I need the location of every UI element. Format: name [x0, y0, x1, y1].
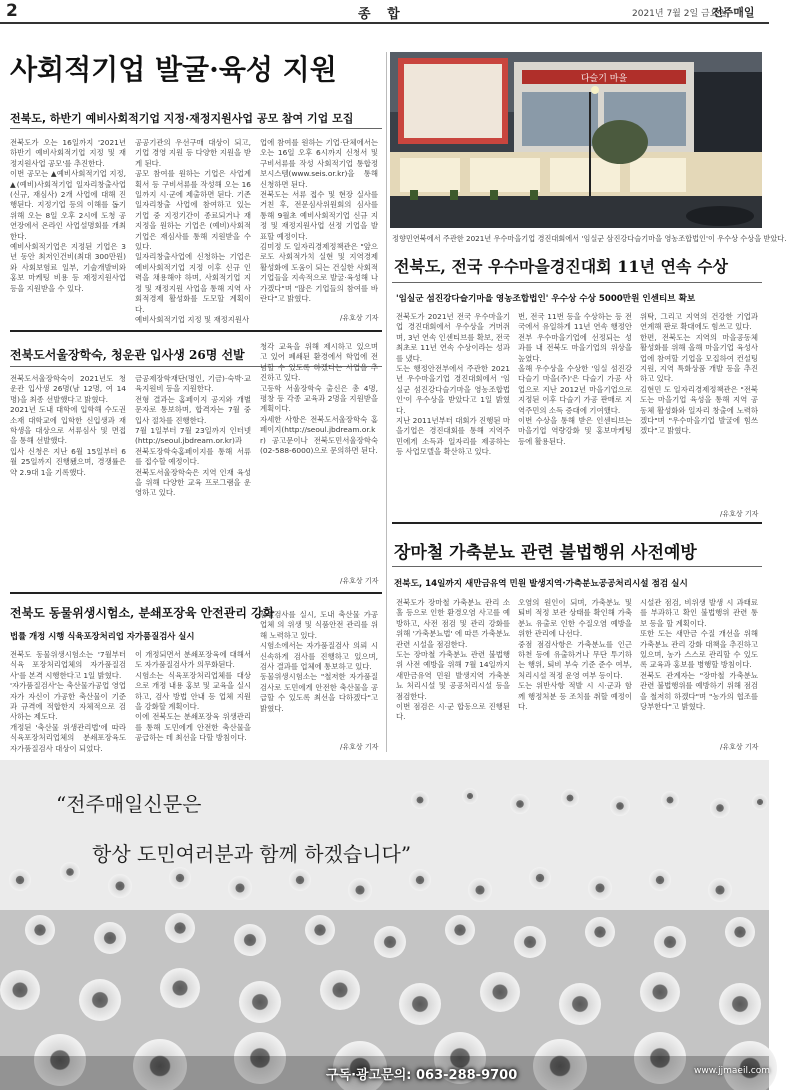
- article1-subhead: 전북도, 하반기 예비사회적기업 지정·재정지원사업 공모 참여 기업 모집: [10, 112, 354, 125]
- article3-headline: 전북도서울장학숙, 청운관 입사생 26명 선발: [10, 348, 245, 362]
- article4-rule: [392, 566, 762, 567]
- article5-headline: 전북도 동물위생시험소, 분쇄포장육 안전관리 강화: [10, 606, 275, 620]
- article2-bottom-rule: [392, 522, 762, 524]
- ad-slogan-line1: “전주매일신문은: [56, 792, 202, 816]
- article5-col1: 전북도 동물위생시험소는 '7월부터 식육 포장처리업체의 자가품질검사'를 본격 시행한다고 1일 밝혔다. '자가품질검사'는 축산물가공업 영업자가 자신이 가공한 축산물이 기준과 규격에 적합한지 자체적으로 검사하는 제도다. 개정된 '축산물 위생관리법'에 따라 식육포장처리업체의 분쇄포장육도 자가품질검사 대상이 되었다.: [10, 650, 126, 753]
- article4-col3: 시설관 점검, 비위생 발생 시 과태료를 부과하고 확인 불법행위 관련 통보 등을 할 계획이다. 또한 도는 새만금 수질 개선을 위해 가축분뇨 관리 강화 대책을 추진하고 있으며, 농가 스스로 관리할 수 있도록 교육과 홍보를 병행할 방침이다. 전북도 관계자는 "장마철 가축분뇨 관련 불법행위를 예방하기 위해 점검을 철저히 하겠다"며 "농가의 협조를 당부한다"고 밝혔다.: [640, 598, 758, 712]
- page-header: [0, 0, 769, 24]
- store-sign-text: 다슬기 마을: [580, 74, 628, 84]
- article3-byline: /유호상 기자: [340, 577, 379, 585]
- issue-date: 2021년 7월 2일 금요일: [632, 9, 728, 19]
- article1-byline: /유호상 기자: [340, 314, 379, 322]
- article4-headline: 장마철 가축분뇨 관련 불법행위 사전예방: [394, 543, 697, 563]
- article1-col2: 공공기관의 우선구매 대상이 되고, 기업 경영 지원 등 다양한 지원을 받게 된다. 공모 참여를 원하는 기업은 사업계획서 등 구비서류를 작성해 오는 16일까지 시·군에 제출하면 된다. 기존 일자리창출 사업에 참여하고 있는 기업 중 지정기간이 종료되거나 재지정을 원하는 기업은 (예비)사회적기업은 재심사를 통해 지원받을 수 있다. 일자리창출사업에 신청하는 기업은 예비사회적기업 지정 이후 신규 인력을 채용해야 하며, 사회적기업 지정 및 재정지원 사업을 통해 지역 사회적경제 활성화를 도모할 계획이다. 예비사회적기업 지정 및 재정지원사: [135, 138, 251, 324]
- article2-headline: 전북도, 전국 우수마을경진대회 11년 연속 수상: [394, 257, 728, 276]
- article1-headline: 사회적기업 발굴·육성 지원: [10, 53, 337, 86]
- subscription-advertisement: [0, 760, 769, 1090]
- article3-col3: 청각 교육을 위해 제시하고 있으며 고 있어 폐쇄된 환경에서 학업에 전념할 수 있도록 하겠다는 사업을 추진하고 있다. 고등학 서울장학숙 출신은 총 4명, 평창 등 각종 교육과 2명을 지원받을 계획이다. 자세한 사항은 전북도서울장학숙 홈페이지(http://seoul.jbdream.or.kr) 공고문이나 전북도민서울장학숙 (02-588-6000)으로 문의하면 된다.: [260, 342, 378, 456]
- article2-col2: 번, 전국 11번 등을 수상하는 등 전국에서 유일하게 11년 연속 행정안전부 우수마을기업에 선정되는 성과를 내 전북도 마을기업의 위상을 높였다. 올해 우수상을 수상한 '임실 섬진강 다슬기 마을(주)'은 다슬기 가공 사업으로 지난 2012년 마을기업으로 지정된 이후 다슬기 가공 판매로 지역주민의 소득 증대에 기여했다. 이번 수상을 통해 받은 인센티브는 마을기업 역량강화 및 홍보마케팅 등에 활용된다.: [518, 312, 632, 446]
- article1-rule: [10, 128, 382, 129]
- page-number: 2: [6, 1, 18, 21]
- article1-bottom-rule: [10, 330, 382, 332]
- article2-rule: [392, 282, 762, 283]
- ad-contact-phone: 구독·광고문의: 063-288-9700: [326, 1068, 518, 1083]
- storefront-photo: [390, 52, 762, 228]
- article4-subhead: 전북도, 14일까지 새만금유역 민원 발생지역·가축분뇨공공처리시설 점검 실시: [394, 579, 688, 589]
- article3-col2: 금공제장학재단(명인, 기금)·숙박·교육지원비 등을 지원한다. 전형 결과는 홈페이지 공지와 개별 문자로 통보하며, 합격자는 7월 중 입사 절차를 진행한다. 7월 1일부터 7월 23일까지 인터넷(http://seoul.jbdream.or.kr)과 전북도장학숙홈페이지를 통해 서류를 접수할 예정이다. 전북도서울장학숙은 지역 인재 육성을 위해 다양한 교육 프로그램을 운영하고 있다.: [135, 374, 251, 498]
- article5-subhead: 법률 개정 시행 식육포장처리업 자가품질검사 실시: [10, 631, 195, 641]
- article2-col1: 전북도가 2021년 전국 우수마을기업 경진대회에서 우수상을 거머쥐며, 3년 연속 인센티브를 확보, 전국 최초로 11년 연속 수상이라는 성과를 냈다. 도는 행정안전부에서 주관한 2021년 우수마을기업 경진대회에서 '임실군 섬진강다슬기마을 영농조합법인'이 우수상을 받았다고 1일 밝혔다. 지난 2011년부터 대회가 진행된 마을기업은 경진대회를 통해 지역주민에게 소득과 일자리를 제공하는 등 사업모델을 확산하고 있다.: [396, 312, 510, 457]
- paper-name: 전주매일: [712, 6, 755, 19]
- article4-col2: 오염의 원인이 되며, 가축분뇨 및 퇴비 적정 보관 상태를 확인해 가축분뇨 유출로 인한 수질오염 예방을 위한 관리에 나선다. 중점 점검사항은 가축분뇨를 인근 하천 등에 유출하거나 무단 투기하는 행위, 퇴비 부숙 기준 준수 여부, 처리시설 적정 운영 여부 등이다. 도는 위반사항 적발 시 시·군과 함께 행정처분 등 조치를 취할 예정이다.: [518, 598, 632, 712]
- article2-col3: 위탁, 그리고 지역의 건강한 기업과 연계해 판로 확대에도 힘쓰고 있다. 한편, 전북도는 지역의 마을공동체 활성화를 위해 올해 마을기업 육성사업에 참여할 기업을 모집하여 컨설팅 지원, 지역 특화상품 개발 등을 추진하고 있다. 김현민 도 일자리경제정책관은 "전북도는 마을기업 육성을 통해 지역 공동체 활성화와 일자리 창출에 노력하겠다"며 "우수마을기업 발굴에 힘쓰겠다"고 밝혔다.: [640, 312, 758, 436]
- article2-byline: /유호상 기자: [720, 510, 759, 518]
- article3-col1: 전북도서울장학숙이 2021년도 청운관 입사생 26명(남 12명, 여 14명)을 최종 선발했다고 밝혔다. 2021년 도내 대학에 입학해 수도권 소재 대학교에 입학한 신입생과 재학생을 대상으로 서류심사 및 면접을 통해 선발했다. 입사 신청은 지난 6월 15일부터 6월 25일까지 진행됐으며, 경쟁률은 약 2.9대 1을 기록했다.: [10, 374, 126, 477]
- article4-col1: 전북도가 장마철 가축분뇨 관리 소홀 등으로 인한 환경오염 사고를 예방하고, 사전 점검 및 관리 강화를 위해 '가축분뇨법' 에 따른 가축분뇨 관련 시설을 점검한다. 도는 장마철 가축분뇨 관련 불법행위 사전 예방을 위해 7월 14일까지 새만금유역 민원 발생지역 가축분뇨 처리시설 및 공공처리시설 등을 점검한다. 이번 점검은 시·군 합동으로 진행된다.: [396, 598, 510, 722]
- section-name: 종 합: [358, 7, 406, 22]
- ad-slogan-line2: 항상 도민여러분과 함께 하겠습니다”: [92, 842, 412, 866]
- article1-col1: 전북도가 오는 16일까지 '2021년 하반기 예비사회적기업 지정 및 재정지원사업 공모'를 추진한다. 이번 공모는 ▲예비사회적기업 지정, ▲(예비)사회적기업 일자리창출사업(신규, 재심사) 2개 사업에 대해 진행된다. 지정기업 등의 이해를 돕기 위해 오는 8일 오후 2시에 도청 공연장에서 온라인 사업설명회를 개최한다. 예비사회적기업은 지정된 기업은 3년 동안 최저인건비(최대 300만원)와 사회보험료 일부, 기술개발비와 홍보 마케팅 비용 등 재정지원사업 등을 지원받을 수 있다.: [10, 138, 126, 293]
- article2-subhead: '임실군 섬진강다슬기마을 영농조합법인' 우수상 수상 5000만원 인센티브 확보: [396, 294, 696, 304]
- article5-col3: 품질검사를 실시, 도내 축산물 가공업체 의 위생 및 식품안전 관리를 위해 노력하고 있다. 시험소에서는 자가품질검사 의뢰 시 신속하게 검사를 진행하고 있으며, 검사 결과를 업체에 통보하고 있다. 동물위생시험소는 "철저한 자가품질검사로 도민에게 안전한 축산물을 공급할 수 있도록 최선을 다하겠다"고 밝혔다.: [260, 610, 378, 713]
- article5-col2: 이 개정되면서 분쇄포장육에 대해서도 자가품질검사가 의무화된다. 시험소는 식육포장처리업체를 대상으로 개정 내용 홍보 및 교육을 실시하고, 검사 방법 안내 등 업체 지원을 강화할 계획이다. 이에 전북도는 분쇄포장육 위생관리를 통해 도민에게 안전한 축산물을 공급하는 데 최선을 다할 방침이다.: [135, 650, 251, 743]
- ad-website-url[interactable]: www.jjmaeil.com: [694, 1066, 771, 1076]
- article1-col3: 업에 참여를 원하는 기업·단체에서는 오는 16일 오후 6시까지 신청서 및 구비서류를 작성 사회적기업 통합정보시스템(www.seis.or.kr)을 통해 신청하면 된다. 전북도는 서류 접수 및 현장 실사를 거친 후, 전문심사위원회의 심사를 통해 9월초 예비사회적기업 신규 지정 및 재정지원사업 선정 기업을 발표할 예정이다. 김미정 도 일자리경제정책관은 "앞으로도 사회적가치 실현 및 지역경제 활성화에 도움이 되는 건실한 사회적기업들을 지속적으로 발굴·육성해 나가겠다"며 "많은 기업들의 참여를 바란다"고 밝혔다.: [260, 138, 378, 304]
- article4-byline: /유호상 기자: [720, 743, 759, 751]
- column-divider: [386, 52, 387, 752]
- photo-caption: 정향민연북에서 주관한 2021년 우수마을기업 경진대회에서 '임실군 삼진강다슬기마을 영농조합법인'이 우수상 수상을 받았다.: [392, 234, 787, 243]
- article3-bottom-rule: [10, 592, 382, 594]
- storefront-illustration: [390, 52, 762, 228]
- article5-byline: /유호상 기자: [340, 743, 379, 751]
